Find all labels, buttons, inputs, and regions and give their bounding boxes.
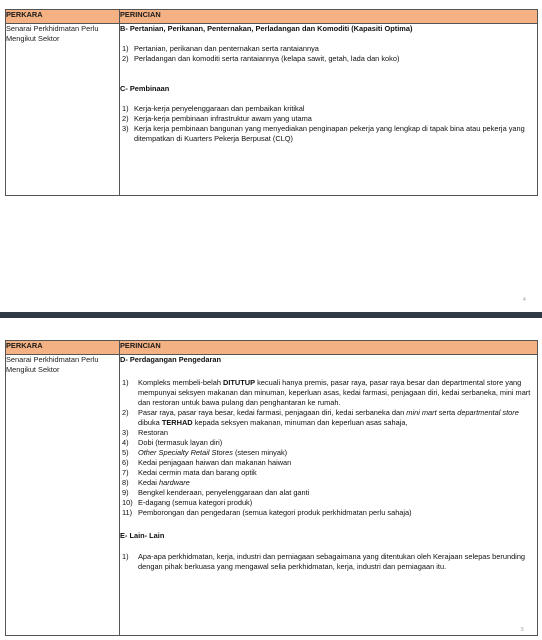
perkara-table xyxy=(5,9,538,196)
header-perkara: PERKARA xyxy=(6,341,120,355)
list-item: 3) Kerja kerja pembinaan bangunan yang menyediakan penginapan pekerja yang lengkap di tapak bina atau pekerja yang ditempatkan di Kuarters Pekerja Berpusat (CLQ) xyxy=(122,124,525,143)
table-row xyxy=(6,24,538,196)
list-item: 2) Kerja-kerja pembinaan infrastruktur awam yang utama xyxy=(122,114,312,123)
section-title-e: E- Lain- Lain xyxy=(120,531,165,540)
section-e-list xyxy=(120,552,537,572)
document-page-4 xyxy=(0,0,542,312)
table-header-row xyxy=(6,341,538,355)
sector-cell: Senarai Perkhidmatan Perlu Mengikut Sektor xyxy=(6,355,120,636)
section-d-list xyxy=(120,378,537,518)
section-b-list xyxy=(120,44,537,64)
page-number: 4 xyxy=(523,297,526,303)
list-item: 7) Kedai cermin mata dan barang optik xyxy=(122,468,257,477)
table-row xyxy=(6,355,538,636)
details-cell xyxy=(120,24,538,196)
sector-cell: Senarai Perkhidmatan Perlu Mengikut Sektor xyxy=(6,24,120,196)
list-item: 9) Bengkel kenderaan, penyelenggaraan dan alat ganti xyxy=(122,488,310,497)
list-item: 10) E-dagang (semua kategori produk) xyxy=(122,498,253,507)
header-perkara: PERKARA xyxy=(6,10,120,24)
list-item: 1) Pertanian, perikanan dan penternakan serta rantaiannya xyxy=(122,44,319,53)
page-number: 5 xyxy=(521,627,524,633)
details-cell xyxy=(120,355,538,636)
list-item: 11) Pemborongan dan pengedaran (semua kategori produk perkhidmatan perlu sahaja) xyxy=(122,508,412,517)
list-item: 4) Dobi (termasuk layan diri) xyxy=(122,438,223,447)
list-item: 1) Kompleks membeli-belah DITUTUP kecuali hanya premis, pasar raya, pasar raya besar dan departmental store yang mempunyai seksyen makanan dan minuman, keperluan asas, kedai farmasi, penjagaan diri, kedai serbaneka, mini mart dan restoran untuk bawa pulang dan penghantaran ke rumah. xyxy=(122,378,531,407)
list-item: 8) Kedai hardware xyxy=(122,478,190,487)
list-item: 3) Restoran xyxy=(122,428,168,437)
perkara-table xyxy=(5,340,538,636)
section-title-d: D- Perdagangan Pengedaran xyxy=(120,355,222,364)
list-item: 2) Perladangan dan komoditi serta rantaiannya (kelapa sawit, getah, lada dan koko) xyxy=(122,54,400,63)
section-title-b: B- Pertanian, Perikanan, Penternakan, Perladangan dan Komoditi (Kapasiti Optima) xyxy=(120,24,413,33)
header-perincian: PERINCIAN xyxy=(120,341,538,355)
list-item: 6) Kedai penjagaan haiwan dan makanan haiwan xyxy=(122,458,292,467)
document-page-5 xyxy=(0,318,542,640)
section-title-c: C- Pembinaan xyxy=(120,84,170,93)
list-item: 2) Pasar raya, pasar raya besar, kedai farmasi, penjagaan diri, kedai serbaneka dan mini mart serta departmental store dibuka TERHAD kepada seksyen makanan, minuman dan keperluan asas sahaja, xyxy=(122,408,519,427)
list-item: 1) Apa-apa perkhidmatan, kerja, industri dan perniagaan sebagaimana yang ditentukan oleh Kerajaan selepas berunding dengan pihak berkuasa yang mengawal selia perkhidmatan, kerja, industri dan perniagaan itu. xyxy=(122,552,526,571)
header-perincian: PERINCIAN xyxy=(120,10,538,24)
table-header-row xyxy=(6,10,538,24)
section-c-list xyxy=(120,104,537,144)
list-item: 1) Kerja-kerja penyelenggaraan dan pembaikan kritikal xyxy=(122,104,305,113)
list-item: 5) Other Specialty Retail Stores (stesen minyak) xyxy=(122,448,288,457)
